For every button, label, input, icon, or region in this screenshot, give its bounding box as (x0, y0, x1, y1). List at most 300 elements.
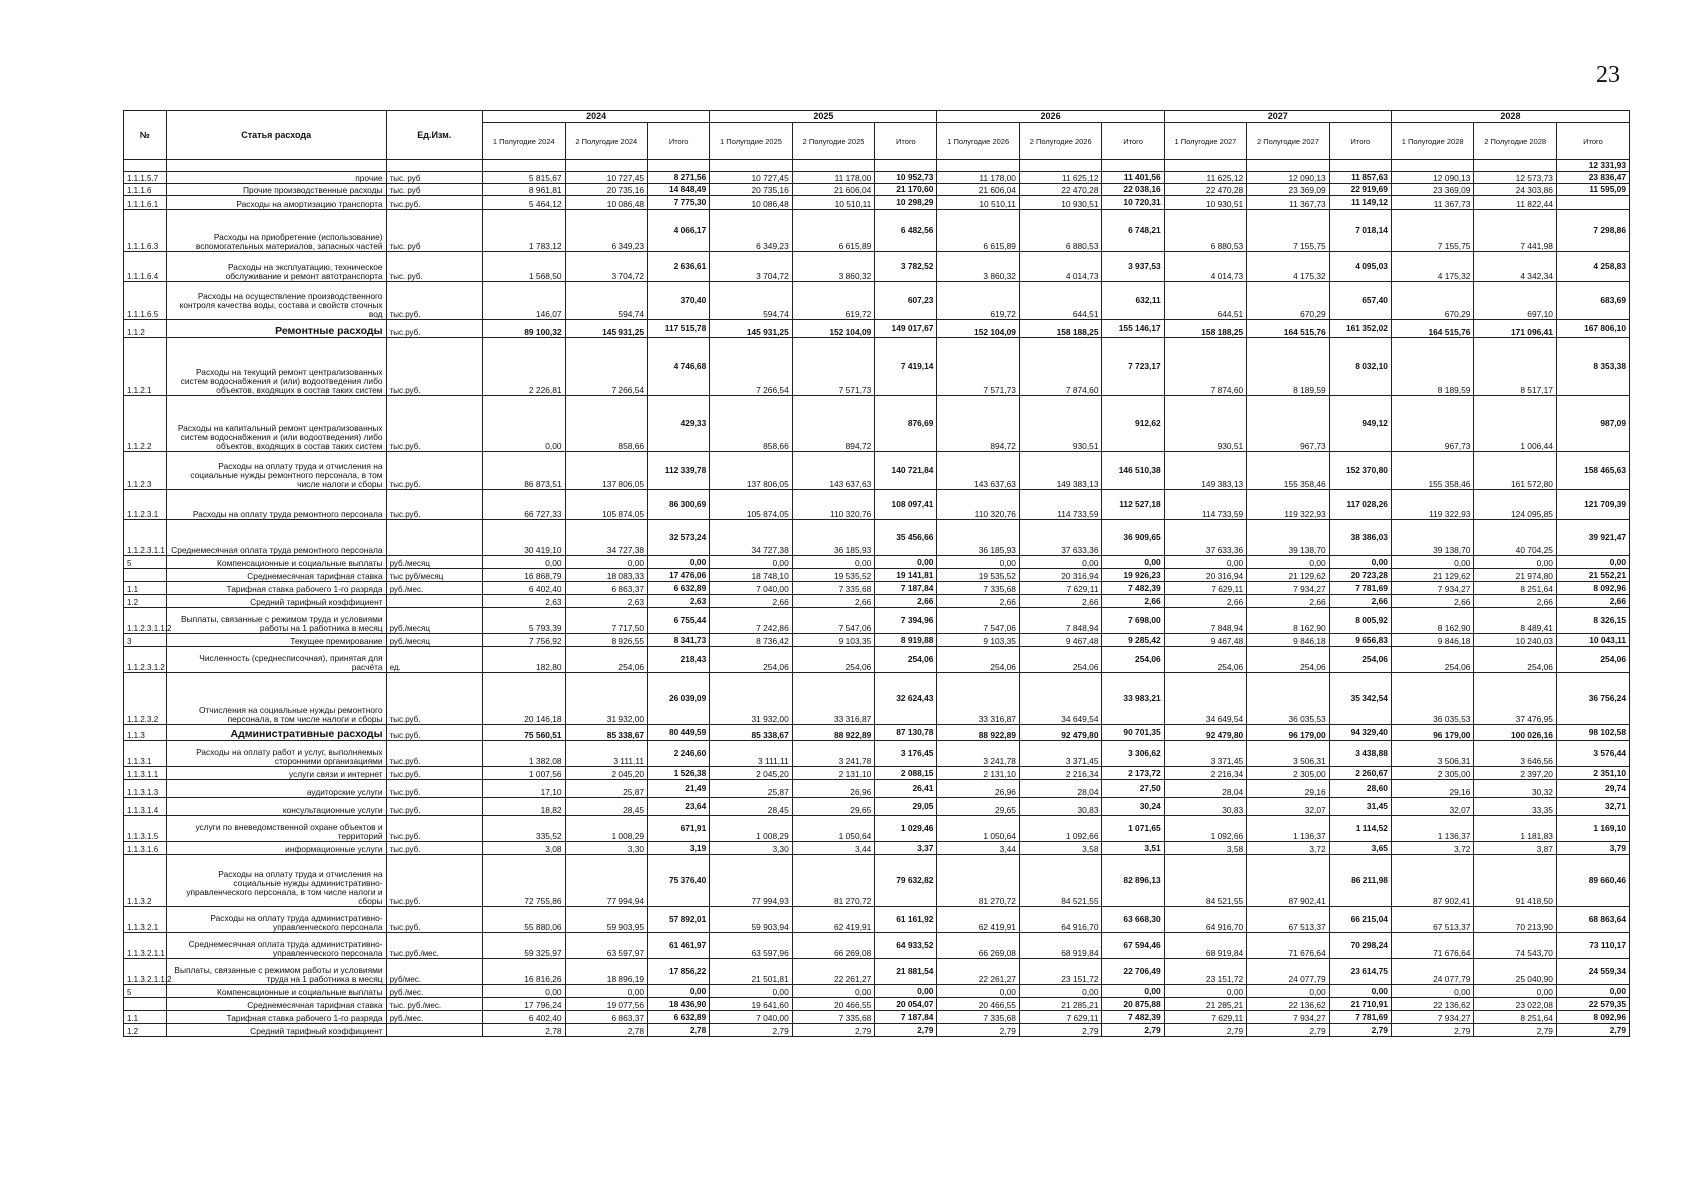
cell-half-value: 2 216,34 (1164, 767, 1247, 780)
row-item-name: Расходы на оплату труда и отчисления на социальные нужды административно-управленческого персонала, в том числе налоги и сборы (166, 855, 386, 907)
row-number: 1.1.2.3.2 (124, 673, 167, 725)
row-unit: тыс.руб. (386, 338, 482, 396)
cell-year-total: 30,24 (1102, 798, 1164, 816)
row-unit: тыс.руб. (386, 490, 482, 520)
cell-year-total: 98 102,58 (1556, 725, 1629, 741)
cell-half-value (710, 160, 793, 172)
row-unit: тыс.руб./мес. (386, 933, 482, 959)
cell-year-total: 6 632,89 (648, 1011, 710, 1024)
cell-half-value: 1 181,83 (1474, 816, 1557, 842)
cell-year-total: 66 215,04 (1329, 907, 1391, 933)
row-number: 1.1 (124, 582, 167, 595)
table-row (124, 338, 1630, 396)
cell-year-total: 68 863,64 (1556, 907, 1629, 933)
header-total: Итого (875, 123, 937, 160)
row-unit: тыс.руб. (386, 396, 482, 452)
cell-half-value: 28,45 (565, 798, 648, 816)
row-number: 1.1.3.1.4 (124, 798, 167, 816)
row-unit: руб./месяц (386, 556, 482, 569)
cell-year-total: 7 298,86 (1556, 210, 1629, 252)
row-unit (386, 160, 482, 172)
cell-year-total: 89 660,46 (1556, 855, 1629, 907)
cell-half-value: 155 358,46 (1391, 452, 1474, 490)
cell-year-total: 657,40 (1329, 282, 1391, 320)
row-item-name: Административные расходы (166, 725, 386, 741)
cell-half-value: 894,72 (792, 396, 875, 452)
cell-half-value: 75 560,51 (483, 725, 566, 741)
cell-half-value: 254,06 (937, 647, 1020, 673)
cell-year-total: 6 482,56 (875, 210, 937, 252)
cell-year-total: 2 173,72 (1102, 767, 1164, 780)
cell-half-value: 4 014,73 (1019, 252, 1102, 282)
row-item-name: Расходы на приобретение (использование) вспомогательных материалов, запасных частей (166, 210, 386, 252)
cell-year-total: 8 092,96 (1556, 1011, 1629, 1024)
cell-half-value: 88 922,89 (937, 725, 1020, 741)
cell-half-value: 20 316,94 (1019, 569, 1102, 582)
cell-half-value: 87 902,41 (1391, 855, 1474, 907)
cell-half-value: 2 045,20 (710, 767, 793, 780)
cell-half-value: 858,66 (710, 396, 793, 452)
cell-half-value: 21 974,80 (1474, 569, 1557, 582)
cell-half-value: 7 717,50 (565, 608, 648, 634)
cell-half-value: 105 874,05 (565, 490, 648, 520)
cell-year-total: 63 668,30 (1102, 907, 1164, 933)
cell-half-value: 62 419,91 (792, 907, 875, 933)
row-unit: тыс.руб. (386, 282, 482, 320)
header-total: Итого (1556, 123, 1629, 160)
cell-half-value: 158 188,25 (1019, 320, 1102, 338)
cell-half-value: 0,00 (565, 556, 648, 569)
cell-half-value: 137 806,05 (710, 452, 793, 490)
cell-half-value: 2 397,20 (1474, 767, 1557, 780)
cell-year-total: 3 306,62 (1102, 741, 1164, 767)
cell-half-value: 25,87 (565, 780, 648, 798)
cell-half-value: 2 305,00 (1247, 767, 1330, 780)
row-item-name: Расходы на амортизацию транспорта (166, 196, 386, 210)
cell-year-total: 152 370,80 (1329, 452, 1391, 490)
cell-half-value: 63 597,96 (710, 933, 793, 959)
cell-year-total: 29,74 (1556, 780, 1629, 798)
cell-half-value: 2 216,34 (1019, 767, 1102, 780)
cell-half-value: 2,66 (792, 595, 875, 608)
cell-year-total: 14 848,49 (648, 184, 710, 196)
cell-half-value: 254,06 (1164, 647, 1247, 673)
cell-year-total: 2 246,60 (648, 741, 710, 767)
cell-half-value: 10 930,51 (1164, 196, 1247, 210)
cell-year-total: 35 342,54 (1329, 673, 1391, 725)
cell-half-value: 7 629,11 (1164, 582, 1247, 595)
cell-half-value: 18 083,33 (565, 569, 648, 582)
cell-year-total: 31,45 (1329, 798, 1391, 816)
cell-half-value: 171 096,41 (1474, 320, 1557, 338)
cell-half-value: 19 641,60 (710, 998, 793, 1011)
cell-half-value: 31 932,00 (565, 673, 648, 725)
cell-year-total: 2,66 (875, 595, 937, 608)
cell-year-total: 2,63 (648, 595, 710, 608)
cell-half-value: 114 733,59 (1019, 490, 1102, 520)
table-row (124, 780, 1630, 798)
cell-year-total: 10 720,31 (1102, 196, 1164, 210)
header-half-2: 2 Полугодие 2026 (1019, 123, 1102, 160)
cell-year-total: 23 836,47 (1556, 172, 1629, 184)
cell-half-value: 92 479,80 (1019, 725, 1102, 741)
cell-half-value: 2,79 (710, 1024, 793, 1037)
cell-year-total: 2,79 (1102, 1024, 1164, 1037)
cell-year-total: 11 149,12 (1329, 196, 1391, 210)
row-item-name: Расходы на эксплуатацию, техническое обслуживание и ремонт автотранспорта (166, 252, 386, 282)
cell-half-value: 70 213,90 (1474, 907, 1557, 933)
cell-half-value: 6 880,53 (1019, 210, 1102, 252)
cell-half-value: 84 521,55 (1164, 855, 1247, 907)
cell-half-value: 67 513,37 (1391, 907, 1474, 933)
cell-half-value: 62 419,91 (937, 907, 1020, 933)
cell-half-value: 10 930,51 (1019, 196, 1102, 210)
cell-half-value: 21 606,04 (937, 184, 1020, 196)
table-row (124, 673, 1630, 725)
cell-half-value: 55 880,06 (483, 907, 566, 933)
row-unit: тыс. руб. (386, 252, 482, 282)
cell-half-value: 3 371,45 (1019, 741, 1102, 767)
cell-half-value: 34 727,38 (565, 520, 648, 556)
cell-half-value: 59 903,94 (710, 907, 793, 933)
cell-year-total: 57 892,01 (648, 907, 710, 933)
row-item-name: аудиторские услуги (166, 780, 386, 798)
cell-half-value: 11 625,12 (1164, 172, 1247, 184)
cell-half-value: 16 868,79 (483, 569, 566, 582)
cell-year-total: 671,91 (648, 816, 710, 842)
cell-year-total (1102, 160, 1164, 172)
cell-year-total: 1 169,10 (1556, 816, 1629, 842)
cell-half-value: 3,58 (1164, 842, 1247, 855)
cell-half-value (483, 160, 566, 172)
cell-year-total: 19 926,23 (1102, 569, 1164, 582)
cell-year-total: 7 781,69 (1329, 1011, 1391, 1024)
cell-year-total: 6 755,44 (648, 608, 710, 634)
cell-half-value: 64 916,70 (1164, 907, 1247, 933)
cell-half-value: 59 903,95 (565, 907, 648, 933)
cell-half-value: 8 251,64 (1474, 582, 1557, 595)
cell-half-value: 23 151,72 (1019, 959, 1102, 985)
cell-half-value: 110 320,76 (937, 490, 1020, 520)
row-unit (386, 595, 482, 608)
cell-year-total: 2,79 (1556, 1024, 1629, 1037)
cell-half-value: 670,29 (1247, 282, 1330, 320)
cell-year-total: 18 436,90 (648, 998, 710, 1011)
cell-year-total: 254,06 (1329, 647, 1391, 673)
cell-year-total: 0,00 (875, 985, 937, 998)
row-unit: тыс.руб. (386, 725, 482, 741)
cell-year-total: 79 632,82 (875, 855, 937, 907)
cell-half-value: 0,00 (937, 556, 1020, 569)
cell-half-value: 37 633,36 (1019, 520, 1102, 556)
table-row (124, 569, 1630, 582)
cell-year-total: 7 187,84 (875, 582, 937, 595)
row-number: 1.1.1.6.5 (124, 282, 167, 320)
cell-half-value: 34 649,54 (1019, 673, 1102, 725)
header-half-1: 1 Полугодие 2024 (483, 123, 566, 160)
cell-half-value: 0,00 (1164, 556, 1247, 569)
cell-half-value: 0,00 (483, 396, 566, 452)
cell-year-total: 4 066,17 (648, 210, 710, 252)
cell-half-value: 72 755,86 (483, 855, 566, 907)
cell-half-value: 119 322,93 (1391, 490, 1474, 520)
cell-year-total: 2,66 (1556, 595, 1629, 608)
row-number: 1.1.1.6.3 (124, 210, 167, 252)
cell-year-total: 7 018,14 (1329, 210, 1391, 252)
cell-half-value (1474, 160, 1557, 172)
cell-year-total: 26 039,09 (648, 673, 710, 725)
cell-half-value: 66 269,08 (937, 933, 1020, 959)
table-row (124, 196, 1630, 210)
cell-half-value: 23 151,72 (1164, 959, 1247, 985)
cell-half-value: 594,74 (565, 282, 648, 320)
cell-half-value: 152 104,09 (937, 320, 1020, 338)
cell-half-value: 7 266,54 (565, 338, 648, 396)
row-number: 1.1.2.3 (124, 452, 167, 490)
cell-half-value: 32,07 (1391, 798, 1474, 816)
row-unit: тыс.руб. (386, 842, 482, 855)
cell-half-value: 1 136,37 (1247, 816, 1330, 842)
cell-half-value: 28,04 (1019, 780, 1102, 798)
cell-year-total: 32 573,24 (648, 520, 710, 556)
cell-year-total: 161 352,02 (1329, 320, 1391, 338)
cell-year-total: 23,64 (648, 798, 710, 816)
cell-half-value: 7 155,75 (1391, 210, 1474, 252)
header-unit: Ед.Изм. (386, 111, 482, 160)
table-row (124, 452, 1630, 490)
row-item-name: Прочие производственные расходы (166, 184, 386, 196)
cell-half-value: 68 919,84 (1164, 933, 1247, 959)
cell-half-value: 8 189,59 (1391, 338, 1474, 396)
row-unit: тыс. руб (386, 184, 482, 196)
table-row (124, 907, 1630, 933)
cell-half-value: 3,72 (1391, 842, 1474, 855)
cell-half-value: 30,83 (1019, 798, 1102, 816)
cell-half-value: 149 383,13 (1019, 452, 1102, 490)
cell-half-value: 254,06 (565, 647, 648, 673)
cell-half-value: 7 242,86 (710, 608, 793, 634)
row-number (124, 998, 167, 1011)
cell-half-value: 1 568,50 (483, 252, 566, 282)
cell-half-value: 335,52 (483, 816, 566, 842)
cell-half-value: 152 104,09 (792, 320, 875, 338)
cell-half-value: 3,44 (792, 842, 875, 855)
row-number: 1.1.1.5.7 (124, 172, 167, 184)
cell-half-value: 30,32 (1474, 780, 1557, 798)
cell-year-total: 21,49 (648, 780, 710, 798)
cell-half-value: 1 050,64 (792, 816, 875, 842)
cell-year-total: 7 419,14 (875, 338, 937, 396)
cell-year-total: 429,33 (648, 396, 710, 452)
cell-year-total: 35 456,66 (875, 520, 937, 556)
cell-half-value: 77 994,94 (565, 855, 648, 907)
table-row (124, 184, 1630, 196)
cell-half-value: 10 240,03 (1474, 634, 1557, 647)
cell-half-value: 24 077,79 (1247, 959, 1330, 985)
cell-year-total: 9 285,42 (1102, 634, 1164, 647)
cell-year-total: 158 465,63 (1556, 452, 1629, 490)
expense-table (123, 110, 1630, 1037)
row-number: 1.1.2 (124, 320, 167, 338)
page-number: 23 (1596, 62, 1620, 88)
cell-half-value: 10 086,48 (710, 196, 793, 210)
cell-half-value: 2 131,10 (792, 767, 875, 780)
row-number: 1.1.3.2.1.1 (124, 933, 167, 959)
header-total: Итого (648, 123, 710, 160)
table-row (124, 320, 1630, 338)
cell-half-value: 124 095,85 (1474, 490, 1557, 520)
header-half-2: 2 Полугодие 2025 (792, 123, 875, 160)
cell-half-value: 2,79 (1164, 1024, 1247, 1037)
cell-half-value: 3,30 (710, 842, 793, 855)
cell-year-total: 3,65 (1329, 842, 1391, 855)
row-number: 1.1.1.6.1 (124, 196, 167, 210)
cell-half-value: 1 092,66 (1164, 816, 1247, 842)
cell-half-value: 4 342,34 (1474, 252, 1557, 282)
row-item-name: Расходы на оплату труда и отчисления на социальные нужды ремонтного персонала, в том числе налоги и сборы (166, 452, 386, 490)
table-row (124, 582, 1630, 595)
row-number: 1.1.3.2 (124, 855, 167, 907)
cell-half-value: 7 848,94 (1019, 608, 1102, 634)
cell-half-value: 7 547,06 (937, 608, 1020, 634)
cell-half-value: 67 513,37 (1247, 907, 1330, 933)
cell-half-value: 7 155,75 (1247, 210, 1330, 252)
cell-half-value: 21 285,21 (1019, 998, 1102, 1011)
cell-half-value: 18,82 (483, 798, 566, 816)
row-item-name: услуги связи и интернет (166, 767, 386, 780)
table-row (124, 490, 1630, 520)
header-total: Итого (1329, 123, 1391, 160)
cell-half-value: 1 783,12 (483, 210, 566, 252)
cell-year-total: 218,43 (648, 647, 710, 673)
cell-half-value: 8 961,81 (483, 184, 566, 196)
cell-half-value: 0,00 (1474, 985, 1557, 998)
row-unit: тыс.руб. (386, 196, 482, 210)
cell-year-total: 21 170,60 (875, 184, 937, 196)
cell-half-value: 22 261,27 (792, 959, 875, 985)
cell-half-value: 7 934,27 (1391, 1011, 1474, 1024)
cell-half-value: 7 335,68 (937, 582, 1020, 595)
row-item-name: информационные услуги (166, 842, 386, 855)
cell-half-value: 84 521,55 (1019, 855, 1102, 907)
cell-half-value: 0,00 (1247, 985, 1330, 998)
cell-half-value: 1 008,29 (710, 816, 793, 842)
cell-year-total: 24 559,34 (1556, 959, 1629, 985)
cell-half-value: 37 476,95 (1474, 673, 1557, 725)
cell-year-total: 94 329,40 (1329, 725, 1391, 741)
row-number: 1.1.3.1 (124, 741, 167, 767)
cell-half-value: 6 349,23 (710, 210, 793, 252)
cell-half-value: 930,51 (1164, 396, 1247, 452)
cell-half-value: 254,06 (1019, 647, 1102, 673)
cell-half-value: 6 863,37 (565, 582, 648, 595)
cell-year-total: 4 258,83 (1556, 252, 1629, 282)
cell-half-value: 16 816,26 (483, 959, 566, 985)
cell-half-value: 3,30 (565, 842, 648, 855)
cell-year-total: 86 211,98 (1329, 855, 1391, 907)
cell-half-value: 7 441,98 (1474, 210, 1557, 252)
header-half-2: 2 Полугодие 2028 (1474, 123, 1557, 160)
row-unit: руб./мес. (386, 1011, 482, 1024)
cell-half-value: 967,73 (1247, 396, 1330, 452)
cell-half-value: 29,16 (1247, 780, 1330, 798)
cell-year-total: 11 857,63 (1329, 172, 1391, 184)
header-half-2: 2 Полугодие 2024 (565, 123, 648, 160)
row-item-name: Среднемесячная оплата труда ремонтного персонала (166, 520, 386, 556)
header-year: 2027 (1164, 111, 1391, 123)
cell-half-value: 1 008,29 (565, 816, 648, 842)
cell-year-total: 2,79 (875, 1024, 937, 1037)
row-item-name: Численность (среднесписочная), принятая для расчёта (166, 647, 386, 673)
cell-half-value: 6 615,89 (792, 210, 875, 252)
table-row (124, 855, 1630, 907)
cell-year-total: 1 029,46 (875, 816, 937, 842)
cell-half-value: 254,06 (1391, 647, 1474, 673)
cell-year-total: 7 482,39 (1102, 1011, 1164, 1024)
cell-year-total: 22 706,49 (1102, 959, 1164, 985)
cell-half-value: 66 727,33 (483, 490, 566, 520)
cell-half-value: 2,66 (1474, 595, 1557, 608)
cell-half-value: 96 179,00 (1391, 725, 1474, 741)
cell-half-value: 2,66 (1019, 595, 1102, 608)
cell-half-value (937, 160, 1020, 172)
cell-year-total: 2 351,10 (1556, 767, 1629, 780)
cell-year-total: 6 632,89 (648, 582, 710, 595)
cell-half-value: 0,00 (710, 985, 793, 998)
row-item-name: Расходы на оплату труда ремонтного персонала (166, 490, 386, 520)
cell-year-total: 0,00 (1102, 556, 1164, 569)
cell-half-value: 19 535,52 (937, 569, 1020, 582)
cell-half-value: 2 305,00 (1391, 767, 1474, 780)
cell-year-total: 0,00 (648, 985, 710, 998)
cell-year-total: 683,69 (1556, 282, 1629, 320)
cell-half-value: 164 515,76 (1391, 320, 1474, 338)
cell-half-value: 3 860,32 (937, 252, 1020, 282)
cell-year-total: 0,00 (648, 556, 710, 569)
cell-year-total: 20 723,28 (1329, 569, 1391, 582)
cell-year-total: 7 723,17 (1102, 338, 1164, 396)
cell-half-value (1164, 160, 1247, 172)
row-unit: тыс. руб (386, 210, 482, 252)
cell-half-value: 85 338,67 (710, 725, 793, 741)
expense-table-sheet (123, 110, 1630, 1037)
cell-half-value: 3,72 (1247, 842, 1330, 855)
cell-half-value: 89 100,32 (483, 320, 566, 338)
cell-half-value: 2,66 (937, 595, 1020, 608)
cell-half-value: 26,96 (937, 780, 1020, 798)
row-number: 1.1.2.3.1 (124, 490, 167, 520)
table-row (124, 210, 1630, 252)
cell-half-value: 3,87 (1474, 842, 1557, 855)
cell-year-total: 155 146,17 (1102, 320, 1164, 338)
cell-half-value: 149 383,13 (1164, 452, 1247, 490)
table-row (124, 725, 1630, 741)
cell-half-value: 7 756,92 (483, 634, 566, 647)
table-row (124, 985, 1630, 998)
cell-half-value: 87 902,41 (1247, 855, 1330, 907)
cell-half-value: 33 316,87 (792, 673, 875, 725)
cell-half-value: 6 402,40 (483, 1011, 566, 1024)
cell-year-total: 121 709,39 (1556, 490, 1629, 520)
cell-year-total: 2,78 (648, 1024, 710, 1037)
cell-year-total: 22 038,16 (1102, 184, 1164, 196)
cell-half-value: 0,00 (937, 985, 1020, 998)
cell-half-value: 2,78 (483, 1024, 566, 1037)
header-item: Статья расхода (166, 111, 386, 160)
cell-year-total: 11 595,09 (1556, 184, 1629, 196)
cell-half-value: 64 916,70 (1019, 907, 1102, 933)
cell-half-value: 68 919,84 (1019, 933, 1102, 959)
